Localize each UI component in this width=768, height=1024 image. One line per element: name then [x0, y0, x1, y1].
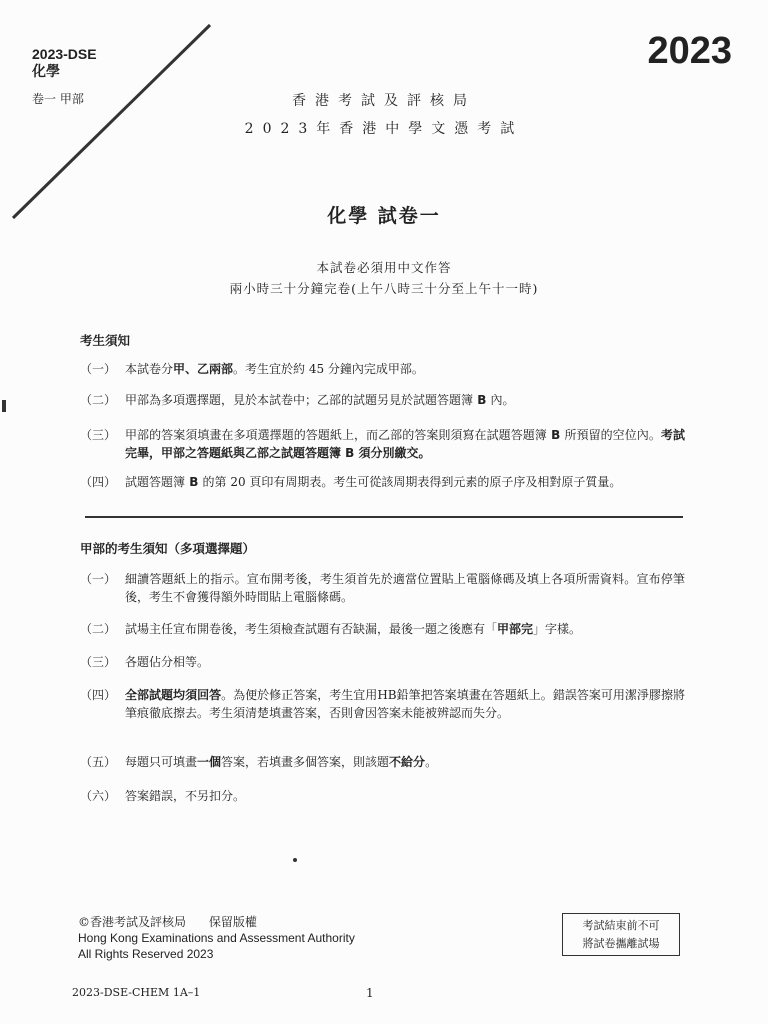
paper-title: 化學 試卷一 [327, 205, 441, 227]
exam-year: 2023 [647, 30, 732, 72]
item-number: （二） [80, 622, 117, 636]
page-number: 1 [366, 986, 374, 1000]
copyright-block [78, 914, 355, 962]
diagonal-slash [0, 0, 230, 230]
item-number: （六） [80, 789, 117, 803]
item-number: （二） [80, 393, 117, 407]
scan-mark [2, 400, 6, 412]
item-number: （三） [80, 655, 117, 669]
language-instruction: 本試卷必須用中文作答 [316, 260, 452, 275]
item-text: 試場主任宣布開卷後，考生須檢查試題有否缺漏，最後一題之後應有「甲部完」字樣。 [125, 622, 582, 636]
item-number: （五） [80, 755, 117, 769]
part-a-instruction-4 [80, 686, 685, 722]
subject-name: 化學 [32, 63, 60, 79]
rights-en: All Rights Reserved 2023 [78, 947, 214, 961]
part-a-instruction-2 [80, 620, 685, 638]
item-text: 試題答題簿 B 的第 20 頁印有周期表。考生可從該周期表得到元素的原子序及相對原子質量。 [125, 475, 622, 489]
item-number: （三） [80, 428, 117, 442]
copyright-en: Hong Kong Examinations and Assessment Authority [78, 931, 355, 945]
item-number: （一） [80, 572, 117, 586]
item-text: 甲部為多項選擇題，見於本試卷中；乙部的試題另見於試題答題簿 B 內。 [125, 393, 515, 407]
section-divider [85, 516, 683, 518]
item-text: 甲部的答案須填畫在多項選擇題的答題紙上，而乙部的答案則須寫在試題答題簿 B 所預留的空位內。考試完畢，甲部之答題紙與乙部之試題答題簿 B 須分別繳交。 [125, 428, 685, 460]
general-instruction-3 [80, 426, 685, 462]
item-text: 每題只可填畫一個答案，若填畫多個答案，則該題不給分。 [125, 755, 438, 769]
scan-dot [293, 858, 297, 862]
exam-duration: 兩小時三十分鐘完卷(上午八時三十分至上午十一時) [229, 281, 539, 296]
general-instruction-4 [80, 473, 685, 491]
paper-section-label: 卷一 甲部 [32, 92, 84, 106]
part-a-instruction-6 [80, 787, 685, 805]
footer-paper-code: 2023-DSE-CHEM 1A–1 [72, 986, 201, 999]
exam-notice-box [562, 913, 680, 956]
part-a-instruction-3 [80, 653, 685, 671]
part-a-instructions-heading: 甲部的考生須知（多項選擇題） [80, 541, 256, 556]
item-number: （四） [80, 475, 117, 489]
part-a-instruction-1 [80, 570, 685, 606]
item-text: 全部試題均須回答。為便於修正答案，考生宜用HB鉛筆把答案填畫在答題紙上。錯誤答案可用潔淨膠擦將筆痕徹底擦去。考生須清楚填畫答案，否則會因答案未能被辨認而失分。 [125, 688, 685, 720]
exam-code: 2023-DSE [32, 46, 97, 62]
item-text: 細讀答題紙上的指示。宣布開考後，考生須首先於適當位置貼上電腦條碼及填上各項所需資料。宣布停筆後，考生不會獲得額外時間貼上電腦條碼。 [125, 572, 685, 604]
part-a-instruction-5 [80, 753, 685, 771]
general-instructions-heading: 考生須知 [80, 333, 131, 348]
item-text: 各題佔分相等。 [125, 655, 210, 669]
item-number: （一） [80, 362, 117, 376]
notice-line-1: 考試結束前不可 [582, 919, 660, 932]
copyright-cn: ©香港考試及評核局 保留版權 [78, 915, 257, 929]
exam-name: 2023年香港中學文憑考試 [244, 121, 524, 137]
authority-name: 香港考試及評核局 [292, 93, 476, 109]
item-number: （四） [80, 688, 117, 702]
general-instruction-2 [80, 391, 685, 409]
general-instruction-1 [80, 360, 685, 378]
notice-line-2: 將試卷攜離試場 [582, 937, 660, 950]
item-text: 本試卷分甲、乙兩部。考生宜於約 45 分鐘內完成甲部。 [125, 362, 424, 376]
item-text: 答案錯誤，不另扣分。 [125, 789, 246, 803]
